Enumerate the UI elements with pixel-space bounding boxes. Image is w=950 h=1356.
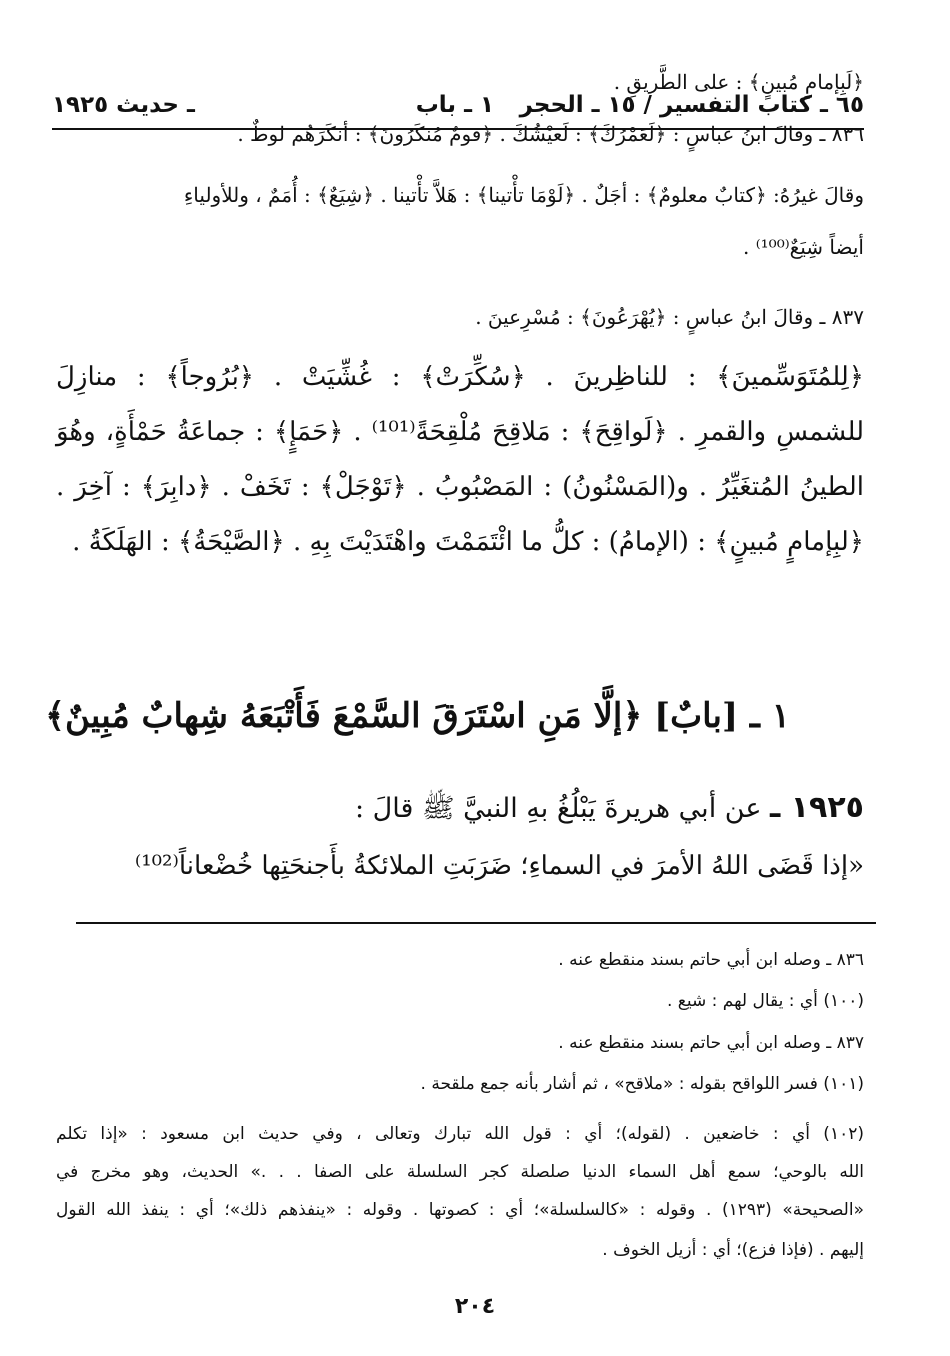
text-line: الطينُ المُتغَيِّرُ . و(المَسْنُونُ) : المَصْبُوبُ . ﴿تَوْجَلْ﴾ : تَخَفْ . ﴿دابِرَ﴾ : آخِرَ . xyxy=(56,472,864,502)
footnote-divider xyxy=(76,922,876,924)
footnote: ٨٣٦ ـ وصله ابن أبي حاتم بسند منقطع عنه . xyxy=(558,950,864,970)
text-line: ﴿لِلمُتَوَسِّمينَ﴾ : للناظِرينَ . ﴿سُكِّرَتْ﴾ : غُشِّيَتْ . ﴿بُرُوجاً﴾ : منازِلَ xyxy=(56,362,864,392)
text-line: ٨٣٧ ـ وقالَ ابنُ عباسٍ : ﴿يُهْرَعُونَ﴾ : مُسْرِعينَ . xyxy=(475,305,864,329)
text-line: ﴿لَبِإمامٍ مُبينٍ﴾ : على الطَّريقِ . xyxy=(613,70,864,94)
footnote: إليهم . (فإذا فزع)؛ أي : أزيل الخوف . xyxy=(602,1240,864,1260)
chapter-heading: ١ ـ [بابٌ] ﴿إلَّا مَنِ اسْتَرَقَ السَّمْعَ فَأَتْبَعَهُ شِهابٌ مُبِينٌ﴾ xyxy=(45,696,790,736)
hadith-number: ١٩٢٥ ـ xyxy=(770,790,864,825)
footnote: (١٠٢) أي : خاضعين . (لقوله)؛ أي : قول الله تبارك وتعالى ، وفي حديث ابن مسعود : «إذا تكلم xyxy=(56,1124,864,1144)
header-hadith-number: ـ حديث ١٩٢٥ xyxy=(52,92,195,118)
text-line: ٨٣٦ ـ وقالَ ابنُ عباسٍ : ﴿لَعَمْرُكَ﴾ : لَعيْشُكَ . ﴿قومٌ مُنكَرُونَ﴾ : أنكَرَهُم لوطٌ . xyxy=(237,122,864,146)
hadith-intro: عن أبي هريرةَ يَبْلُغُ بهِ النبيَّ ﷺ قالَ : xyxy=(354,793,762,824)
hadith-text: «إذا قَضَى اللهُ الأمرَ في السماءِ؛ ضَرَبَتِ الملائكةُ بأَجنحَتِها خُضْعاناً⁽¹⁰²⁾ xyxy=(134,851,864,881)
footnote: ٨٣٧ ـ وصله ابن أبي حاتم بسند منقطع عنه . xyxy=(558,1033,864,1053)
text-line: وقالَ غيرُهُ: ﴿كتابٌ معلومٌ﴾ : أجَلٌ . ﴿لَوْمَا تأْتينا﴾ : هَلاَّ تأْتينا . ﴿شِيَعٌ﴾ : أُمَمٌ ، وللأولياءِ xyxy=(183,183,864,207)
text-line: ﴿لبِإمامٍ مُبينٍ﴾ : (الإمامُ) : كلُّ ما ائْتَمَمْتَ واهْتَدَيْتَ بِهِ . ﴿الصَّيْحَةُ﴾ : الهَلَكَةُ . xyxy=(72,527,864,557)
hadith-heading xyxy=(355,790,864,831)
text-line: أيضاً شِيَعٌ⁽¹⁰⁰⁾ . xyxy=(743,235,864,259)
header-book-title: ٦٥ ـ كتاب التفسير / ١٥ ـ الحجر xyxy=(519,92,864,118)
footnote: الله بالوحي؛ سمع أهل السماء الدنيا صلصلة كجر السلسلة على الصفا . . .» الحديث، وهو مخرج في xyxy=(56,1162,864,1182)
header-chapter: ١ ـ باب xyxy=(415,92,494,118)
footnote: (١٠١) فسر اللواقح بقوله : «ملاقح» ، ثم أشار بأنه جمع ملقحة . xyxy=(420,1074,864,1094)
page-number: ٢٠٤ xyxy=(454,1294,496,1319)
footnote: (١٠٠) أي : يقال لهم : شيع . xyxy=(666,991,864,1011)
text-line: للشمسِ والقمرِ . ﴿لَواقِحَ﴾ : مَلاقِحَ مُلْقِحَةً⁽¹⁰¹⁾ . ﴿حَمَإٍ﴾ : جماعَةُ حَمْأَةٍ، وهُوَ xyxy=(56,417,864,447)
footnote: «الصحيحة» (١٢٩٣) . وقوله : «كالسلسلة»؛ أي : كصوتها . وقوله : «ينفذهم ذلك»؛ أي : ينفذ الله القول xyxy=(56,1200,864,1220)
